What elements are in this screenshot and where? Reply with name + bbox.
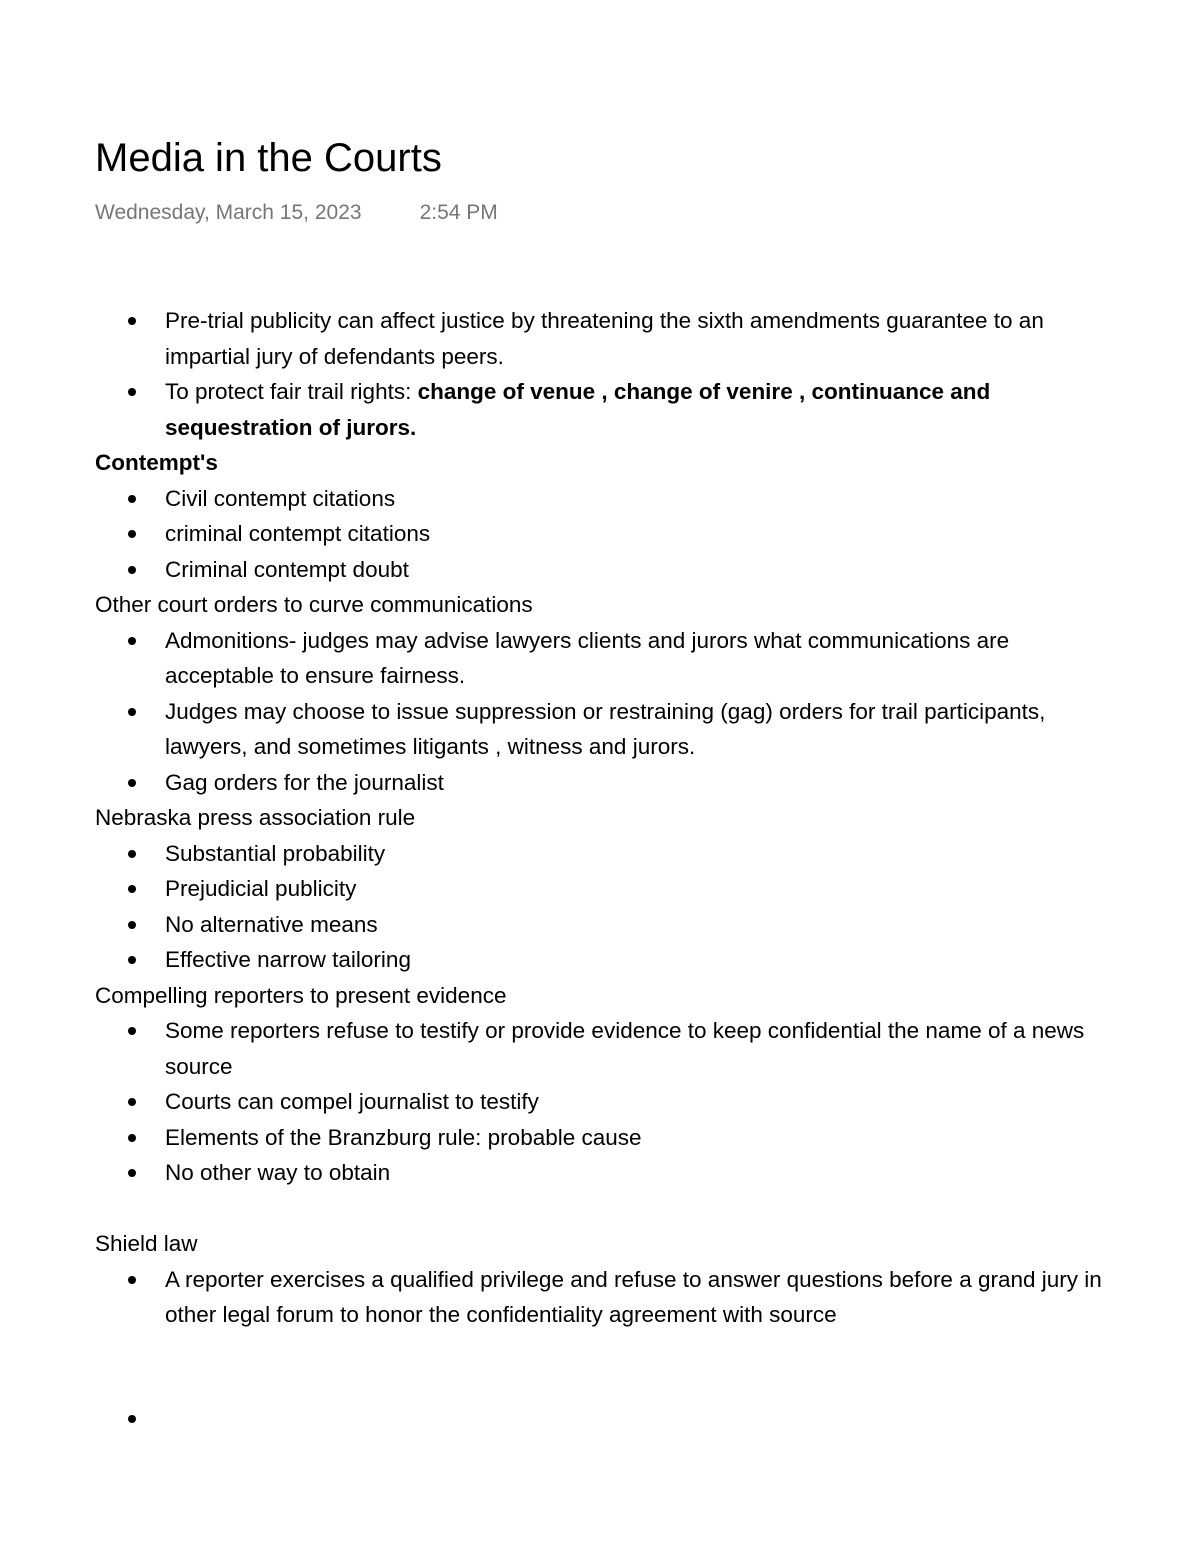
list-item [95,1155,1115,1191]
section-heading-other-orders: Other court orders to curve communications [95,592,533,617]
section-heading-contempt: Contempt's [95,450,218,475]
list-item [95,481,1115,517]
list-item [95,1120,1115,1156]
list-item [95,694,1115,765]
other-orders-list [95,623,1115,801]
bullet-icon [128,1134,136,1142]
list-item-text: Prejudicial publicity [165,876,357,901]
list-item [95,303,1115,374]
list-item-text: Some reporters refuse to testify or provide evidence to keep confidential the name of a news source [165,1018,1085,1079]
section-heading-compelling: Compelling reporters to present evidence [95,982,507,1008]
list-item [95,907,1115,943]
compelling-list [95,1013,1115,1191]
bullet-icon [128,885,136,893]
list-item-text: Substantial probability [165,840,386,866]
list-item-empty[interactable] [95,1401,1115,1437]
list-item-text: Criminal contempt doubt [165,556,409,582]
list-item [95,623,1115,694]
list-item-text: To protect fair trail rights: [165,379,412,404]
intro-list [95,303,1115,445]
bullet-icon [128,637,136,645]
shield-list-empty [95,1401,1115,1437]
bullet-icon [128,530,136,538]
list-item [95,1013,1115,1084]
bullet-icon [128,850,136,858]
list-item [95,552,1115,588]
bullet-icon [128,956,136,964]
list-item-text: criminal contempt citations [165,521,431,546]
bullet-icon [128,317,136,325]
blank-line [95,1191,1115,1227]
list-item-text: Courts can compel journalist to testify [165,1089,539,1114]
section-heading-nebraska: Nebraska press association rule [95,805,416,830]
bullet-icon [128,779,136,787]
page-meta [95,199,498,227]
list-item-text: A reporter exercises a qualified privilege and refuse to answer questions before a grand jury in other legal forum to honor the confidentiality agreement with source [165,1266,1102,1327]
list-item-text: No other way to obtain [165,1160,391,1185]
bullet-icon [128,708,136,716]
bullet-icon [128,1415,136,1423]
list-item-text: Pre-trial publicity can affect justice by threatening the sixth amendments guarantee to an impartial jury of defendants peers. [165,308,1044,369]
section-heading-shield: Shield law [95,1231,198,1256]
bullet-icon [128,495,136,503]
contempt-list [95,481,1115,588]
list-item-text: Civil contempt citations [165,485,396,511]
list-item-text: No alternative means [165,911,378,937]
list-item [95,871,1115,907]
page-title: Media in the Courts [95,136,442,180]
list-item [95,1084,1115,1120]
bullet-icon [128,1169,136,1177]
list-item-text: Elements of the Branzburg rule: probable cause [165,1124,642,1150]
list-item-text: Admonitions- judges may advise lawyers clients and jurors what communications are acceptable to ensure fairness. [165,627,1010,688]
list-item [95,1262,1115,1333]
nebraska-list [95,836,1115,978]
list-item [95,942,1115,978]
page-date: Wednesday, March 15, 2023 [95,201,362,224]
bullet-icon [128,1276,136,1284]
bullet-icon [128,388,136,396]
list-item-text: Gag orders for the journalist [165,769,444,795]
list-item-text: Effective narrow tailoring [165,947,411,972]
bullet-icon [128,921,136,929]
bullet-icon [128,1098,136,1106]
page-time: 2:54 PM [419,201,498,224]
list-item [95,374,1115,445]
bullet-icon [128,566,136,574]
blank-line [95,1333,1115,1401]
bullet-icon [128,1027,136,1035]
note-content [95,303,1115,1436]
list-item [95,516,1115,552]
list-item [95,765,1115,801]
list-item-text: Judges may choose to issue suppression or restraining (gag) orders for trail participants, lawyers, and sometimes litigants , witness and jurors. [165,698,1046,759]
list-item-bold-text: change of venue , change of venire , continuance and sequestration of jurors. [165,379,991,440]
shield-list [95,1262,1115,1333]
list-item [95,836,1115,872]
